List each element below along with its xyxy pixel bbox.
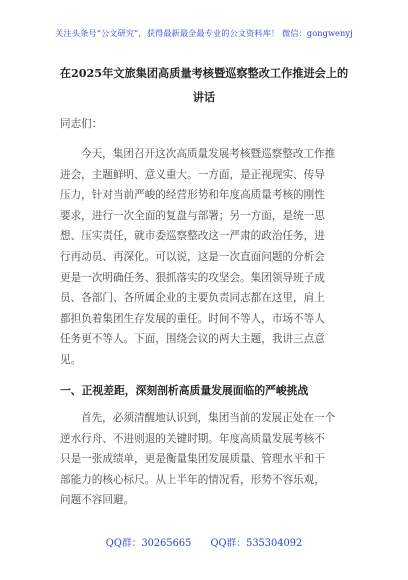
header-banner: 关注头条号“公文研究”，获得最新最全最专业的公文资料库！ 微信：gongwenyj [55,28,353,38]
paragraph-line: 员、各部门、各所属企业的主要负责同志都在这里，肩上 [60,292,325,305]
section-heading: 一、正视差距，深刻剖析高质量发展面临的严峻挑战 [60,384,309,397]
salutation: 同志们： [60,118,103,130]
paragraph-line: 更是一次明确任务、狠抓落实的攻坚会。集团领导班子成 [60,271,325,284]
footer-qq-group-1: QQ群：30265665 [105,538,192,549]
paragraph-line: 今天，集团召开这次高质量发展考核暨巡察整改工作推 [81,148,336,160]
paragraph-line: 任务更不等人。下面，围绕会议的两大主题，我讲三点意 [60,333,325,346]
paragraph-line: 进会，主题鲜明、意义重大。一方面，是正视现实、传导 [60,168,325,181]
paragraph-line: 只是一张成绩单，更是衡量集团发展质量、管理水平和干 [60,453,325,466]
document-title-line-1: 在2025年文旅集团高质量考核暨巡察整改工作推进会上的 [59,66,349,80]
footer-qq-group-2: QQ群：535304092 [210,538,303,549]
paragraph-line: 部能力的核心标尺。从上半年的情况看，形势不容乐观， [60,473,325,486]
document-title-line-2: 讲话 [192,90,216,104]
paragraph-line: 要求，进行一次全面的复盘与部署；另一方面，是统一思 [60,209,325,222]
paragraph-line: 见。 [60,353,82,366]
paragraph-line: 压力，针对当前严峻的经营形势和年度高质量考核的刚性 [60,189,325,202]
paragraph-line: 都担负着集团生存发展的重任。时间不等人，市场不等人 [60,312,325,325]
paragraph-line: 行再动员、再深化。可以说，这是一次直面问题的分析会 [60,250,325,263]
paragraph-1 [60,144,356,371]
paragraph-line: 首先，必须清醒地认识到，集团当前的发展正处在一个 [81,412,336,424]
paragraph-line: 问题不容回避。 [60,494,135,507]
footer-banner [0,535,408,549]
paragraph-2 [60,408,356,511]
paragraph-line: 逆水行舟、不进则退的关键时期。年度高质量发展考核不 [60,432,325,445]
paragraph-line: 想、压实责任，就市委巡察整改这一严肃的政治任务，进 [60,230,325,243]
